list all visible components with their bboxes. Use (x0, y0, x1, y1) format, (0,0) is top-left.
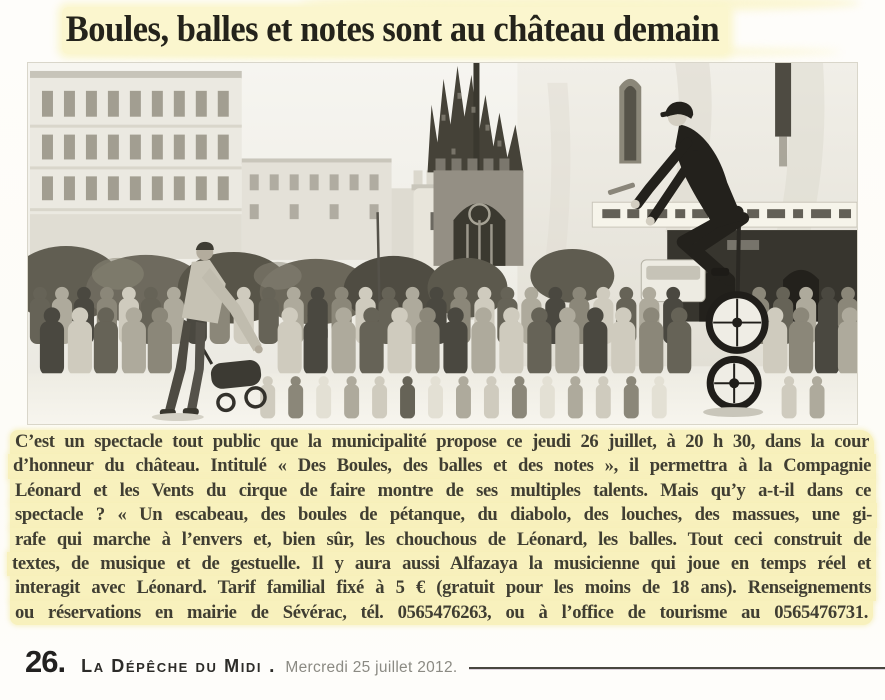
publication-name: La Dépêche du Midi (81, 656, 263, 676)
article-headline (62, 6, 806, 56)
headline-text: Boules, balles et notes sont au château demain (62, 7, 728, 54)
article-line: C’est un spectacle tout public que la municipalité propose ce jeudi 26 juillet, à 20 h 30, dans la cour (10, 430, 874, 454)
page-footer (25, 644, 885, 686)
page-number: 26. (25, 644, 66, 679)
issue-date: Mercredi 25 juillet 2012. (285, 659, 458, 676)
article-line: d’honneur du château. Intitulé « Des Boules, des balles et des notes », il permettra à la Compagnie (8, 454, 876, 478)
separator-dot: . (269, 656, 275, 677)
article-line: rafe qui marche à l’envers et, bien sûr, les chouchous de Léonard, les balles. Tout ceci construit de (10, 528, 876, 552)
article-line: textes, de musique et de gestuelle. Il y aura aussi Alfazaya la musicienne qui joue en temps réel et (7, 552, 876, 576)
article-line: ou réservations en mairie de Sévérac, tél. 0565476263, ou à l’office de tourisme au 0565476731. (10, 601, 873, 625)
footer-rule (469, 667, 885, 669)
article-body (10, 430, 876, 625)
article-line: interagit avec Léonard. Tarif familial fixé à 5 € (gratuit pour les moins de 18 ans). Renseignements (10, 576, 876, 600)
photo-illustration (28, 63, 857, 424)
article-photo (27, 62, 858, 425)
article-line: Léonard et les Vents du cirque de faire montre de ses multiples talents. Mais qu’y a-t-il dans ce (10, 479, 876, 503)
town-building (30, 71, 242, 259)
article-line: spectacle ? « Un escabeau, des boules de pétanque, du diabolo, des louches, des massues, une gi- (10, 503, 877, 527)
